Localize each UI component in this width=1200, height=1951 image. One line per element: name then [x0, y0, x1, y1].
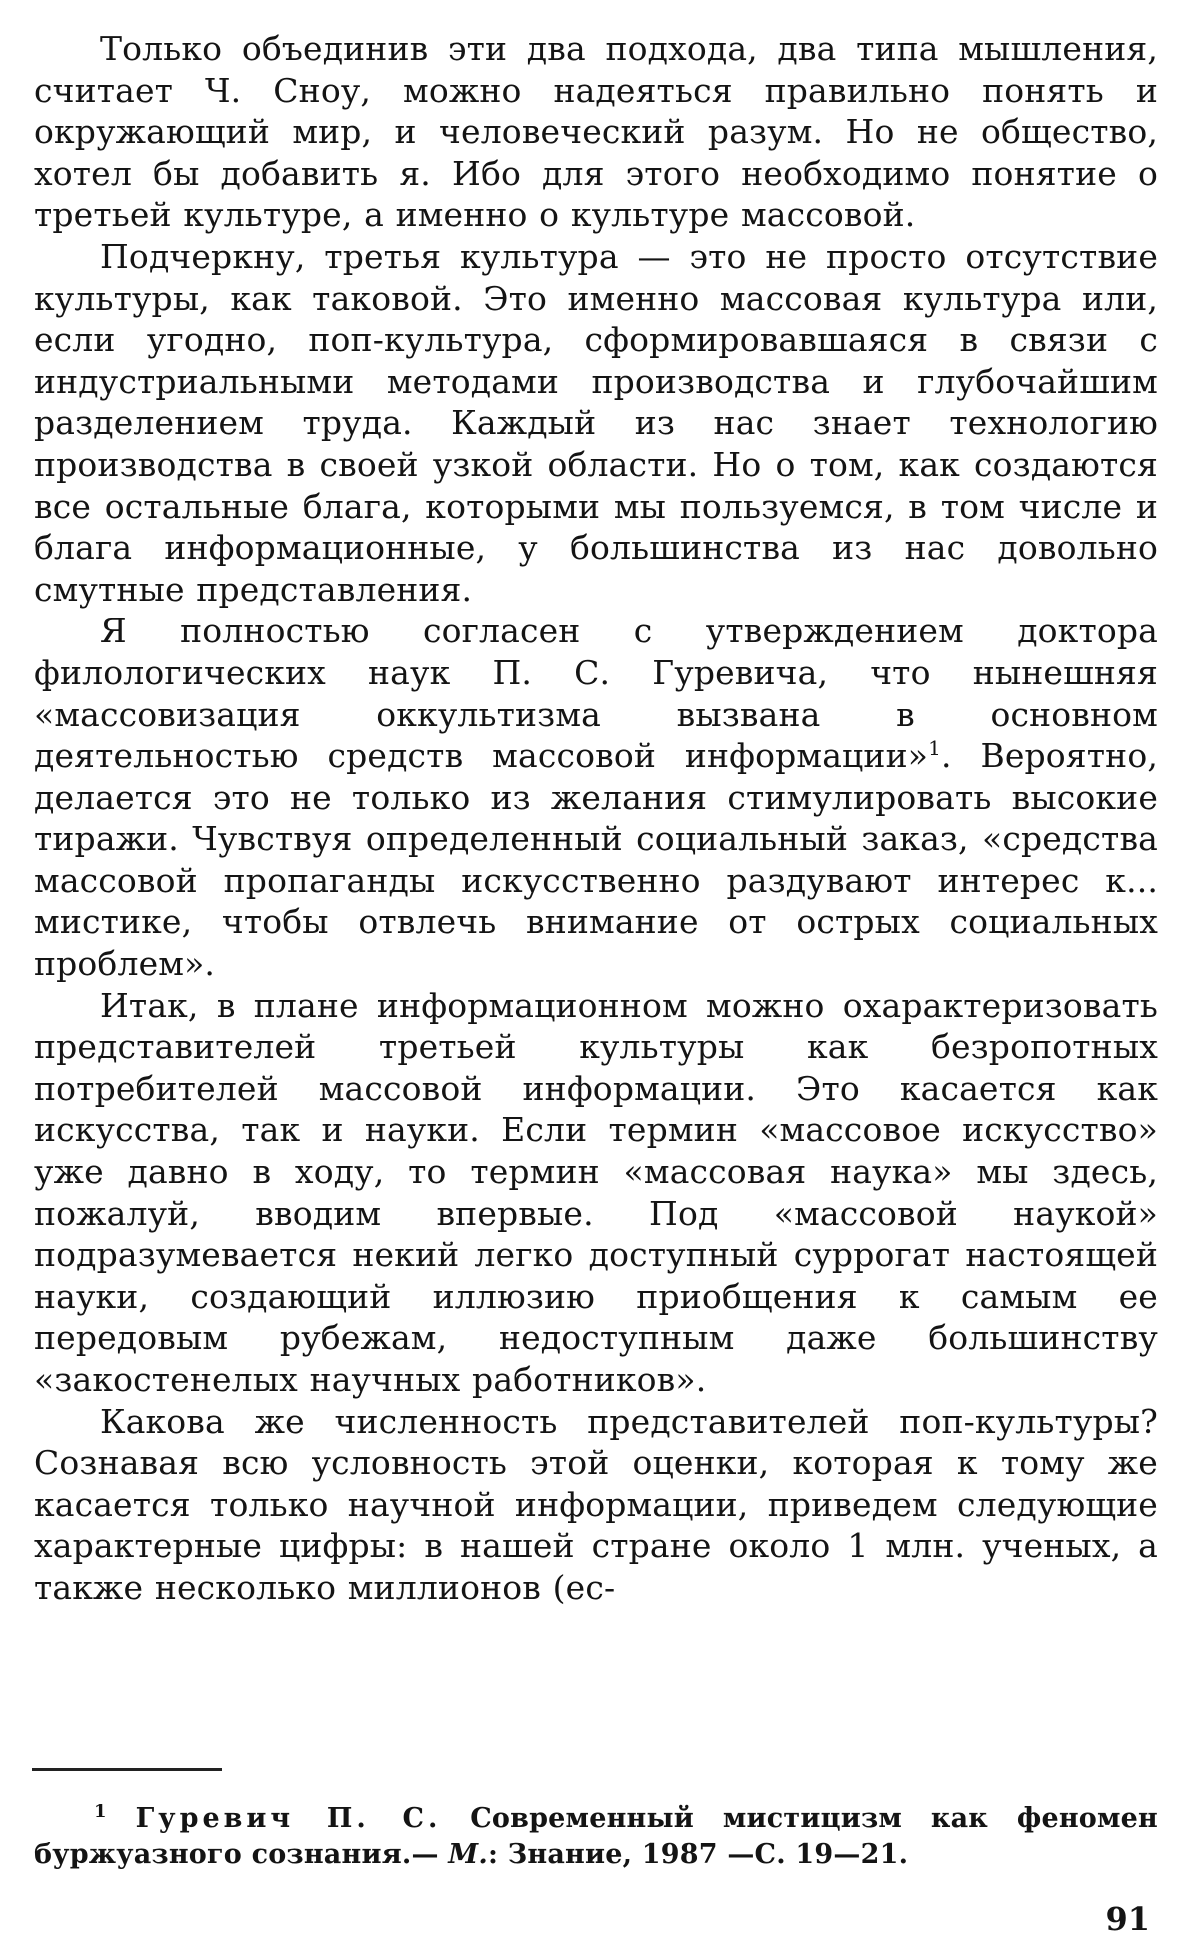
footnote-city: М. — [448, 1839, 488, 1870]
footnote-marker: 1 — [928, 736, 941, 761]
paragraph-2: Подчеркну, третья культура — это не просто отсутствие культуры, как таковой. Это именно массовая культура или, если угодно, поп-культура, сформировавшаяся в связи с индустриальными методами производства и глубочайшим разделением труда. Каждый из нас знает технологию производства в своей узкой области. Но о том, как создаются все остальные блага, которыми мы пользуемся, в том числе и блага информационные, у большинства из нас довольно смутные представления. — [34, 236, 1158, 609]
footnote-number: 1 — [94, 1801, 107, 1822]
paragraph-4: Итак, в плане информационном можно охарактеризовать представителей третьей культуры как безропотных потребителей массовой информации. Это касается как искусства, так и науки. Если термин «массовое искусство» уже давно в ходу, то термин «массовая наука» мы здесь, пожалуй, вводим впервые. Под «массовой наукой» подразумевается некий легко доступный суррогат настоящей науки, создающий иллюзию приобщения к самым ее передовым рубежам, недоступным даже большинству «закостенелых научных работников». — [34, 985, 1158, 1399]
paragraph-3-text-a: Я полностью согласен с утверждением доктора филологических наук П. С. Гуревича, что нынешняя «массовизация оккультизма вызвана в основном деятельностью средств массовой информации» — [34, 611, 1158, 776]
page-number: 91 — [1105, 1900, 1150, 1938]
paragraph-1: Только объединив эти два подхода, два типа мышления, считает Ч. Сноу, можно надеяться правильно понять и окружающий мир, и человеческий разум. Но не общество, хотел бы добавить я. Ибо для этого необходимо понятие о третьей культуре, а именно о культуре массовой. — [34, 29, 1158, 235]
footnote-author: Гуревич П. С. — [135, 1803, 442, 1834]
footnote-publisher: : Знание, 1987 —С. 19—21. — [487, 1839, 909, 1870]
paragraph-3-text-b: . Вероятно, делается это не только из желания стимулировать высокие тиражи. Чувствуя определенный социальный заказ, «средства массовой пропаганды искусственно раздувают интерес к... мистике, чтобы отвлечь внимание от острых социальных проблем». — [34, 736, 1158, 984]
main-text — [34, 28, 1158, 1609]
footnote-divider — [32, 1768, 222, 1771]
footnote-title: Современный мистицизм как феномен буржуазного сознания.— — [34, 1803, 1158, 1870]
paragraph-3 — [34, 610, 1158, 984]
paragraph-5: Какова же численность представителей поп-культуры? Сознавая всю условность этой оценки, которая к тому же касается только научной информации, приведем следующие характерные цифры: в нашей стране около 1 млн. ученых, а также несколько миллионов (ес- — [34, 1401, 1158, 1607]
footnote — [34, 1801, 1158, 1873]
